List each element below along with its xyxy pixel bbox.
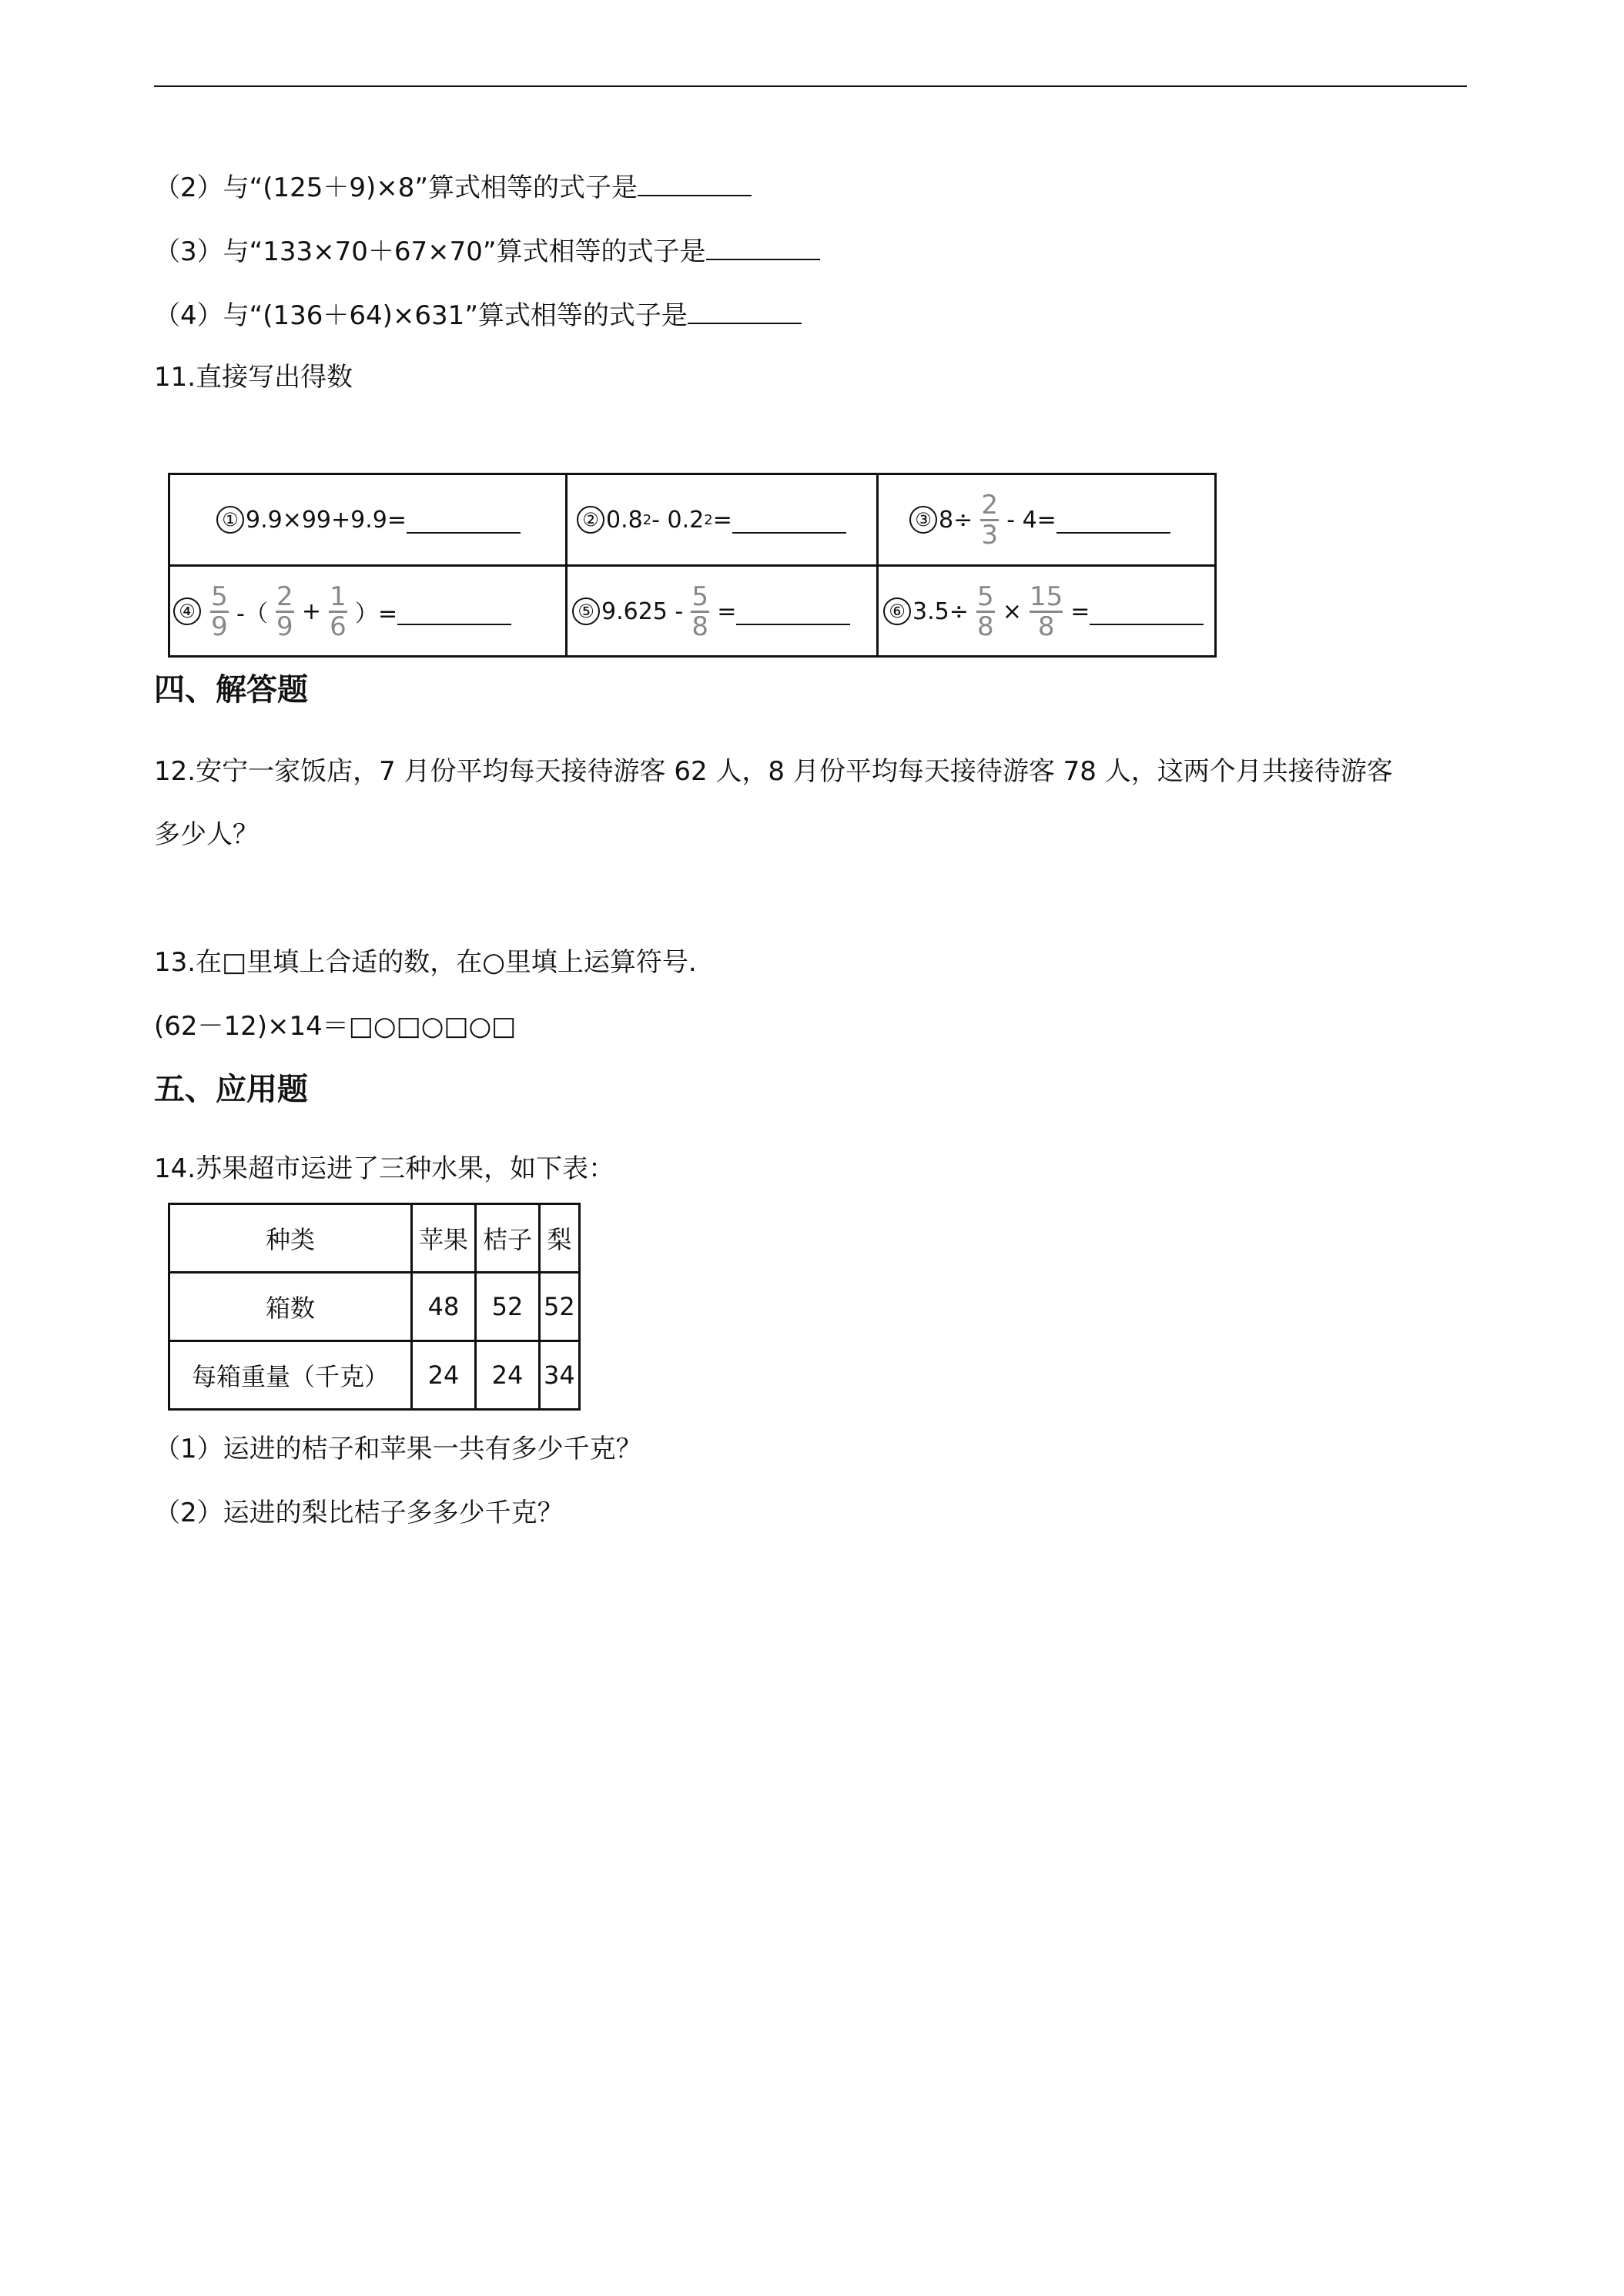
q12-line-2: 多少人？ [154, 819, 259, 850]
answer-blank[interactable] [1056, 506, 1170, 534]
q14-sub-1: （1）运进的桔子和苹果一共有多少千克？ [154, 1434, 642, 1464]
fraction: $\frac{2}{3}$ [981, 489, 999, 551]
fraction: $\frac{2}{9}$ [276, 581, 293, 642]
calc-cell-5: ⑤ 9.625 - $\frac{5}{8}$ = [572, 567, 872, 656]
answer-blank[interactable] [732, 506, 846, 534]
table-cell: 52 [540, 1273, 580, 1341]
table-cell: 24 [412, 1341, 476, 1410]
calc-cell-1: ① 9.9×99+9.9= [216, 475, 563, 564]
table-cell: 24 [476, 1341, 540, 1410]
table-header-cell: 桔子 [476, 1204, 540, 1273]
q10-item-2: （2）与“(125＋9)×8”算式相等的式子是 [154, 169, 752, 206]
table-header-cell: 苹果 [412, 1204, 476, 1273]
q14-sub-2: （2）运进的梨比桔子多多少千克？ [154, 1498, 564, 1528]
fruit-table [168, 1203, 581, 1411]
answer-blank[interactable] [688, 296, 802, 324]
section-heading-4: 四、解答题 [154, 672, 308, 708]
table-row [169, 1273, 580, 1341]
q14-title: 14.苏果超市运进了三种水果，如下表： [154, 1153, 615, 1184]
table-header-cell: 梨 [540, 1204, 580, 1273]
table-cell: 每箱重量（千克） [169, 1341, 412, 1410]
calc-cell-3: ③ 8÷ $\frac{2}{3}$ - 4= [909, 475, 1217, 564]
table-cell: 箱数 [169, 1273, 412, 1341]
fraction: $\frac{15}{8}$ [1030, 581, 1063, 642]
table-cell: 52 [476, 1273, 540, 1341]
calc-cell-4: ④ $\frac{5}{9}$ -（ $\frac{2}{9}$ + $\frac{1}{6}$ ）= [173, 567, 566, 656]
q12-line-1: 12.安宁一家饭店，7 月份平均每天接待游客 62 人，8 月份平均每天接待游客 78 人，这两个月共接待游客 [154, 756, 1393, 787]
table-cell: 34 [540, 1341, 580, 1410]
table-row [169, 1204, 580, 1273]
q13-line-2: (62－12)×14＝□○□○□○□ [154, 1011, 517, 1042]
calc-cell-6: ⑥ 3.5÷ $\frac{5}{8}$ × $\frac{15}{8}$ = [883, 567, 1214, 656]
header-rule [154, 85, 1467, 87]
fraction: $\frac{5}{8}$ [691, 581, 709, 642]
answer-blank[interactable] [397, 597, 511, 625]
q10-item-4: （4）与“(136＋64)×631”算式相等的式子是 [154, 296, 802, 333]
answer-blank[interactable] [736, 597, 850, 625]
fraction: $\frac{1}{6}$ [330, 581, 347, 642]
table-row [169, 1341, 580, 1410]
table-header-cell: 种类 [169, 1204, 412, 1273]
q11-title: 11.直接写出得数 [154, 362, 353, 393]
fraction: $\frac{5}{9}$ [211, 581, 228, 642]
answer-blank[interactable] [407, 506, 521, 534]
table-cell: 48 [412, 1273, 476, 1341]
calc-cell-2: ② 0.8 2 - 0.2 2 = [577, 475, 877, 564]
q13-line-1: 13.在□里填上合适的数，在○里填上运算符号. [154, 947, 697, 978]
fraction: $\frac{5}{8}$ [977, 581, 994, 642]
answer-blank[interactable] [706, 233, 820, 260]
answer-blank[interactable] [1090, 597, 1204, 625]
calc-table [168, 473, 1217, 658]
section-heading-5: 五、应用题 [154, 1072, 308, 1107]
q10-item-3: （3）与“133×70＋67×70”算式相等的式子是 [154, 233, 820, 269]
answer-blank[interactable] [638, 169, 752, 196]
